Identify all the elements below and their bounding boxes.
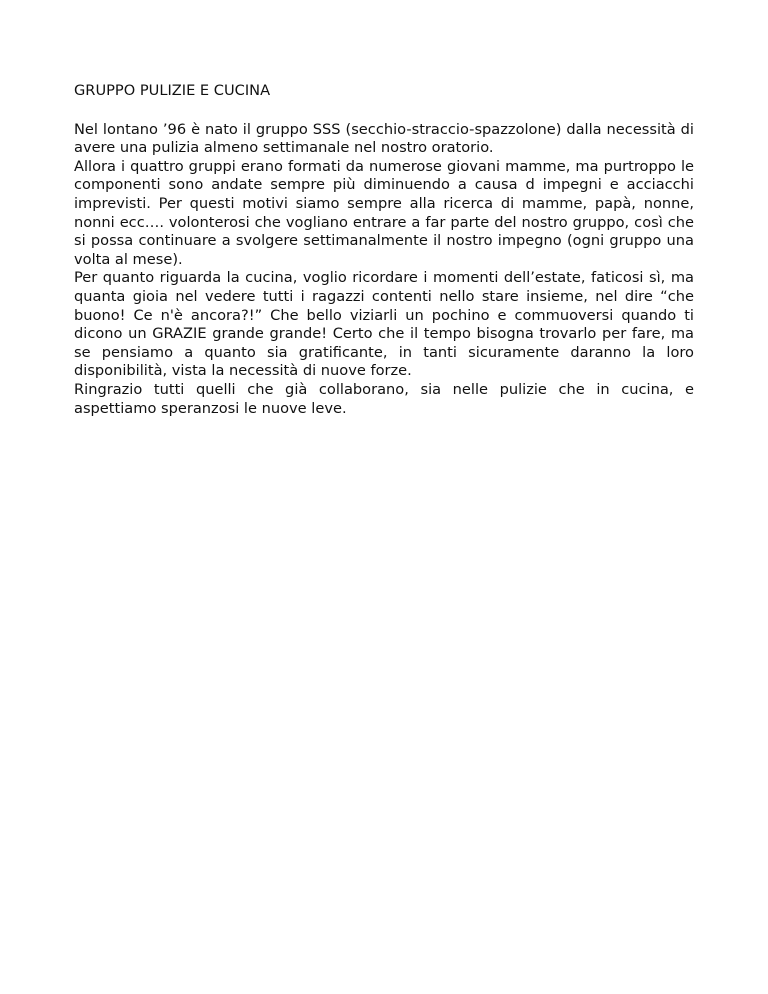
document-body [74, 82, 694, 418]
paragraph-kitchen: Per quanto riguarda la cucina, voglio ricordare i momenti dell’estate, faticosi sì, ma quanta gioia nel vedere tutti i ragazzi contenti nello stare insieme, nel dire “che buono! Ce n'è ancora?!” Che bello viziarli un pochino e commuoversi quando ti dicono un GRAZIE grande grande! Certo che il tempo bisogna trovarlo per fare, ma se pensiamo a quanto sia gratificante, in tanti sicuramente daranno la loro disponibilità, vista la necessità di nuove forze. [74, 269, 694, 380]
paragraph-origin: Nel lontano ’96 è nato il gruppo SSS (secchio-straccio-spazzolone) dalla necessità di avere una pulizia almeno settimanale nel nostro oratorio. [74, 120, 694, 157]
paragraph-volunteers: Allora i quattro gruppi erano formati da numerose giovani mamme, ma purtroppo le componenti sono andate sempre più diminuendo a causa d impegni e acciacchi imprevisti. Per questi motivi siamo sempre alla ricerca di mamme, papà, nonne, nonni ecc…. volonterosi che vogliano entrare a far parte del nostro gruppo, così che si possa continuare a svolgere settimanalmente il nostro impegno (ogni gruppo una volta al mese). [74, 157, 694, 268]
document-title: GRUPPO PULIZIE E CUCINA [74, 82, 271, 99]
paragraph-thanks: Ringrazio tutti quelli che già collaborano, sia nelle pulizie che in cucina, e aspettiamo speranzosi le nuove leve. [74, 380, 694, 417]
